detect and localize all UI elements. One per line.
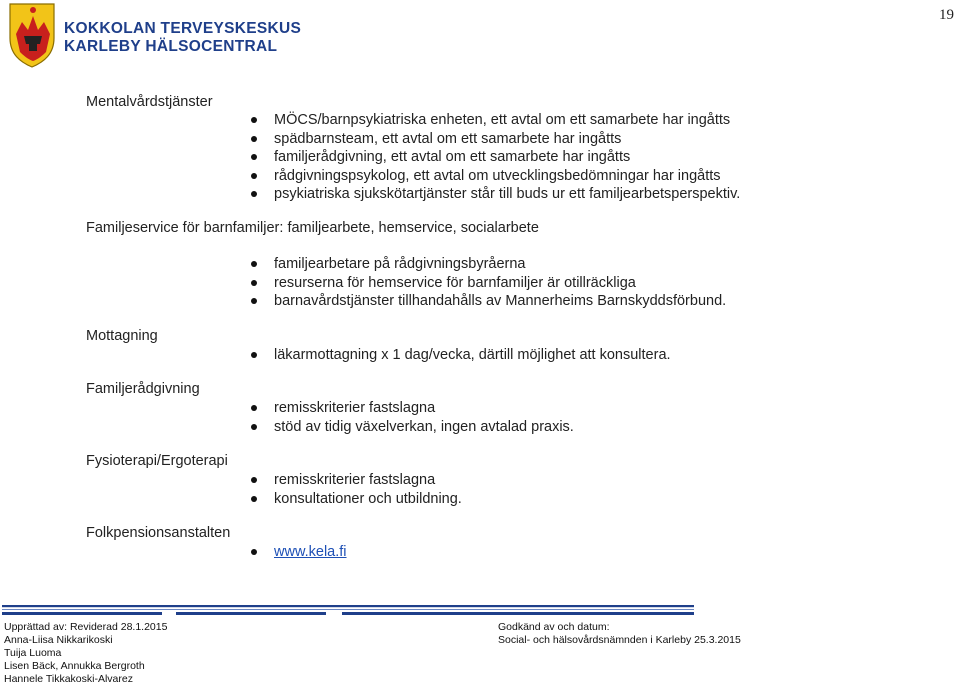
- section-label-family-service: Familjeservice för barnfamiljer: familjearbete, hemservice, socialarbete: [86, 220, 539, 236]
- footer-line: Hannele Tikkakoski-Alvarez: [4, 673, 133, 685]
- organization-name-finnish: KOKKOLAN TERVEYSKESKUS: [64, 20, 302, 37]
- list-item: spädbarnsteam, ett avtal om ett samarbete har ingåtts: [248, 130, 740, 149]
- list-item: remisskriterier fastslagna: [248, 399, 574, 418]
- bullet-list-reception: [248, 346, 671, 365]
- bullet-list-mental-health: [248, 111, 740, 204]
- footer-line: Godkänd av och datum:: [498, 621, 610, 633]
- page-number: 19: [939, 7, 954, 23]
- kela-link[interactable]: www.kela.fi: [274, 544, 347, 560]
- coat-of-arms-icon: [4, 0, 62, 70]
- org-logo: [4, 0, 62, 75]
- list-item: [248, 543, 347, 562]
- section-label-physiotherapy: Fysioterapi/Ergoterapi: [86, 453, 228, 469]
- list-item: resurserna för hemservice för barnfamiljer är otillräckliga: [248, 274, 726, 293]
- list-item: psykiatriska sjukskötartjänster står till buds ur ett familjearbetsperspektiv.: [248, 185, 740, 204]
- footer-line: Lisen Bäck, Annukka Bergroth: [4, 660, 145, 672]
- section-label-reception: Mottagning: [86, 328, 158, 344]
- organization-name-swedish: KARLEBY HÄLSOCENTRAL: [64, 38, 278, 55]
- bullet-list-family-counseling: [248, 399, 574, 436]
- list-item: stöd av tidig växelverkan, ingen avtalad praxis.: [248, 418, 574, 437]
- list-item: familjearbetare på rådgivningsbyråerna: [248, 255, 726, 274]
- list-item: MÖCS/barnpsykiatriska enheten, ett avtal om ett samarbete har ingåtts: [248, 111, 740, 130]
- bullet-list-kela: [248, 543, 347, 562]
- list-item: barnavårdstjänster tillhandahålls av Mannerheims Barnskyddsförbund.: [248, 292, 726, 311]
- list-item: konsultationer och utbildning.: [248, 490, 462, 509]
- section-label-mental-health: Mentalvårdstjänster: [86, 94, 213, 110]
- footer-line: Social- och hälsovårdsnämnden i Karleby 25.3.2015: [498, 634, 741, 646]
- list-item: remisskriterier fastslagna: [248, 471, 462, 490]
- bullet-list-family-service: [248, 255, 726, 311]
- list-item: läkarmottagning x 1 dag/vecka, därtill möjlighet att konsultera.: [248, 346, 671, 365]
- footer-stripes: [0, 604, 700, 618]
- list-item: rådgivningspsykolog, ett avtal om utvecklingsbedömningar har ingåtts: [248, 167, 740, 186]
- footer-line: Upprättad av: Reviderad 28.1.2015: [4, 621, 168, 633]
- section-label-family-counseling: Familjerådgivning: [86, 381, 200, 397]
- section-label-kela: Folkpensionsanstalten: [86, 525, 231, 541]
- footer-prepared-by: [4, 621, 167, 686]
- footer-line: Tuija Luoma: [4, 647, 62, 659]
- footer-approved-by: [498, 621, 741, 647]
- bullet-list-physiotherapy: [248, 471, 462, 508]
- list-item: familjerådgivning, ett avtal om ett samarbete har ingåtts: [248, 148, 740, 167]
- footer-line: Anna-Liisa Nikkarikoski: [4, 634, 113, 646]
